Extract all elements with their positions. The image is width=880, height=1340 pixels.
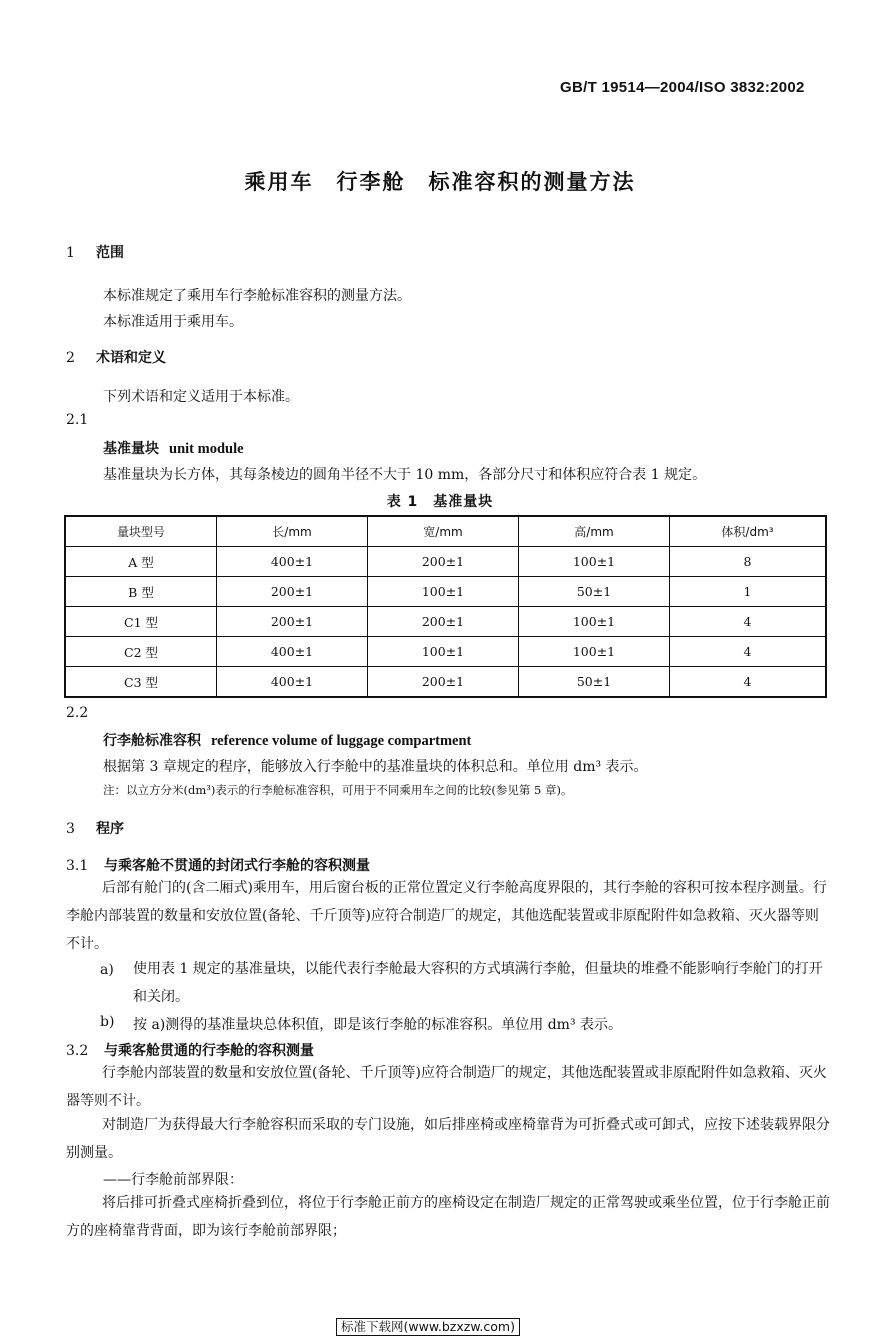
section-title: 与乘客舱不贯通的封闭式行李舱的容积测量 — [104, 858, 370, 874]
column-header: 长/mm — [217, 516, 368, 547]
table-cell: 4 — [670, 667, 827, 698]
unit-module-table — [64, 515, 827, 698]
paragraph: 下列术语和定义适用于本标准。 — [103, 389, 299, 405]
column-header: 高/mm — [519, 516, 670, 547]
paragraph: 将后排可折叠式座椅折叠到位，将位于行李舱正前方的座椅设定在制造厂规定的正常驾驶或乘坐位置，位于行李舱正前方的座椅靠背背面，即为该行李舱前部界限； — [66, 1195, 830, 1239]
table-cell: 100±1 — [368, 577, 519, 607]
paragraph: 行李舱内部装置的数量和安放位置(备轮、千斤顶等)应符合制造厂的规定，其他选配装置或非原配附件如急救箱、灭火器等则不计。 — [66, 1065, 827, 1109]
table-cell: 200±1 — [368, 547, 519, 577]
table-cell: A 型 — [65, 547, 217, 577]
document-title: 乘用车 行李舱 标准容积的测量方法 — [244, 170, 636, 194]
table-cell: 8 — [670, 547, 827, 577]
table-cell: 200±1 — [217, 607, 368, 637]
list-item: 按 a)测得的基准量块总体积值，即是该行李舱的标准容积。单位用 dm³ 表示。 — [133, 1017, 623, 1033]
footer-watermark: 标准下载网(www.bzxzw.com) — [336, 1318, 520, 1336]
table-cell: 1 — [670, 577, 827, 607]
table-row — [65, 637, 826, 667]
term-zh: 基准量块 — [103, 441, 159, 457]
term-zh: 行李舱标准容积 — [103, 733, 201, 749]
table-cell: 200±1 — [217, 577, 368, 607]
table-cell: 400±1 — [217, 547, 368, 577]
table-row — [65, 607, 826, 637]
table-cell: 400±1 — [217, 667, 368, 698]
term-definition: 根据第 3 章规定的程序，能够放入行李舱中的基准量块的体积总和。单位用 dm³ 表示。 — [103, 759, 648, 775]
list-marker: b) — [100, 1014, 115, 1030]
note: 注：以立方分米(dm³)表示的行李舱标准容积，可用于不同乘用车之间的比较(参见第 5 章)。 — [103, 783, 573, 797]
table-cell: B 型 — [65, 577, 217, 607]
table-header-row — [65, 516, 826, 547]
paragraph: 后部有舱门的(含二厢式)乘用车，用后窗台板的正常位置定义行李舱高度界限的，其行李舱的容积可按本程序测量。行李舱内部装置的数量和安放位置(备轮、千斤顶等)应符合制造厂的规定，其他选配装置或非原配附件如急救箱、灭火器等则不计。 — [66, 880, 827, 952]
column-header: 体积/dm³ — [670, 516, 827, 547]
table-cell: 50±1 — [519, 667, 670, 698]
section-title: 范围 — [96, 245, 124, 261]
table-caption: 表 1 基准量块 — [386, 494, 494, 510]
paragraph: 本标准规定了乘用车行李舱标准容积的测量方法。 — [103, 288, 411, 304]
table-cell: 100±1 — [519, 637, 670, 667]
table-cell: C2 型 — [65, 637, 217, 667]
section-1-heading — [66, 242, 124, 262]
table-row — [65, 577, 826, 607]
section-number: 3.1 — [66, 858, 89, 874]
table-cell: 100±1 — [519, 547, 670, 577]
section-number: 3.2 — [66, 1043, 89, 1059]
table-row — [65, 547, 826, 577]
standard-number: GB/T 19514—2004/ISO 3832:2002 — [560, 79, 805, 96]
table-cell: 4 — [670, 637, 827, 667]
column-header: 宽/mm — [368, 516, 519, 547]
section-number: 1 — [66, 245, 75, 261]
table-cell: 200±1 — [368, 607, 519, 637]
paragraph: 对制造厂为获得最大行李舱容积而采取的专门设施，如后排座椅或座椅靠背为可折叠式或可卸式，应按下述装载界限分别测量。 — [66, 1117, 830, 1161]
term-en: reference volume of luggage compartment — [211, 733, 472, 749]
list-item: 使用表 1 规定的基准量块，以能代表行李舱最大容积的方式填满行李舱，但量块的堆叠不能影响行李舱门的打开和关闭。 — [133, 961, 823, 1005]
subsection-3-1-heading — [66, 855, 370, 875]
section-3-heading — [66, 818, 124, 838]
section-2-heading — [66, 347, 166, 367]
section-number: 2 — [66, 350, 75, 366]
table-cell: 100±1 — [519, 607, 670, 637]
table-cell: 200±1 — [368, 667, 519, 698]
table-cell: 50±1 — [519, 577, 670, 607]
section-number: 3 — [66, 821, 75, 837]
table-cell: 100±1 — [368, 637, 519, 667]
term-heading — [103, 438, 244, 458]
clause-number: 2.2 — [66, 705, 89, 721]
term-definition: 基准量块为长方体，其每条棱边的圆角半径不大于 10 mm，各部分尺寸和体积应符合表 1 规定。 — [103, 467, 707, 483]
term-heading — [103, 730, 471, 750]
column-header: 量块型号 — [65, 516, 217, 547]
section-title: 术语和定义 — [96, 350, 166, 366]
clause-number: 2.1 — [66, 412, 89, 428]
table-cell: 400±1 — [217, 637, 368, 667]
paragraph: ——行李舱前部界限： — [103, 1172, 243, 1188]
term-en: unit module — [169, 441, 244, 457]
subsection-3-2-heading — [66, 1040, 314, 1060]
paragraph: 本标准适用于乘用车。 — [103, 314, 243, 330]
section-title: 程序 — [96, 821, 124, 837]
table-row — [65, 667, 826, 698]
list-marker: a) — [100, 962, 114, 978]
table-cell: 4 — [670, 607, 827, 637]
section-title: 与乘客舱贯通的行李舱的容积测量 — [104, 1043, 314, 1059]
table-cell: C3 型 — [65, 667, 217, 698]
table-cell: C1 型 — [65, 607, 217, 637]
